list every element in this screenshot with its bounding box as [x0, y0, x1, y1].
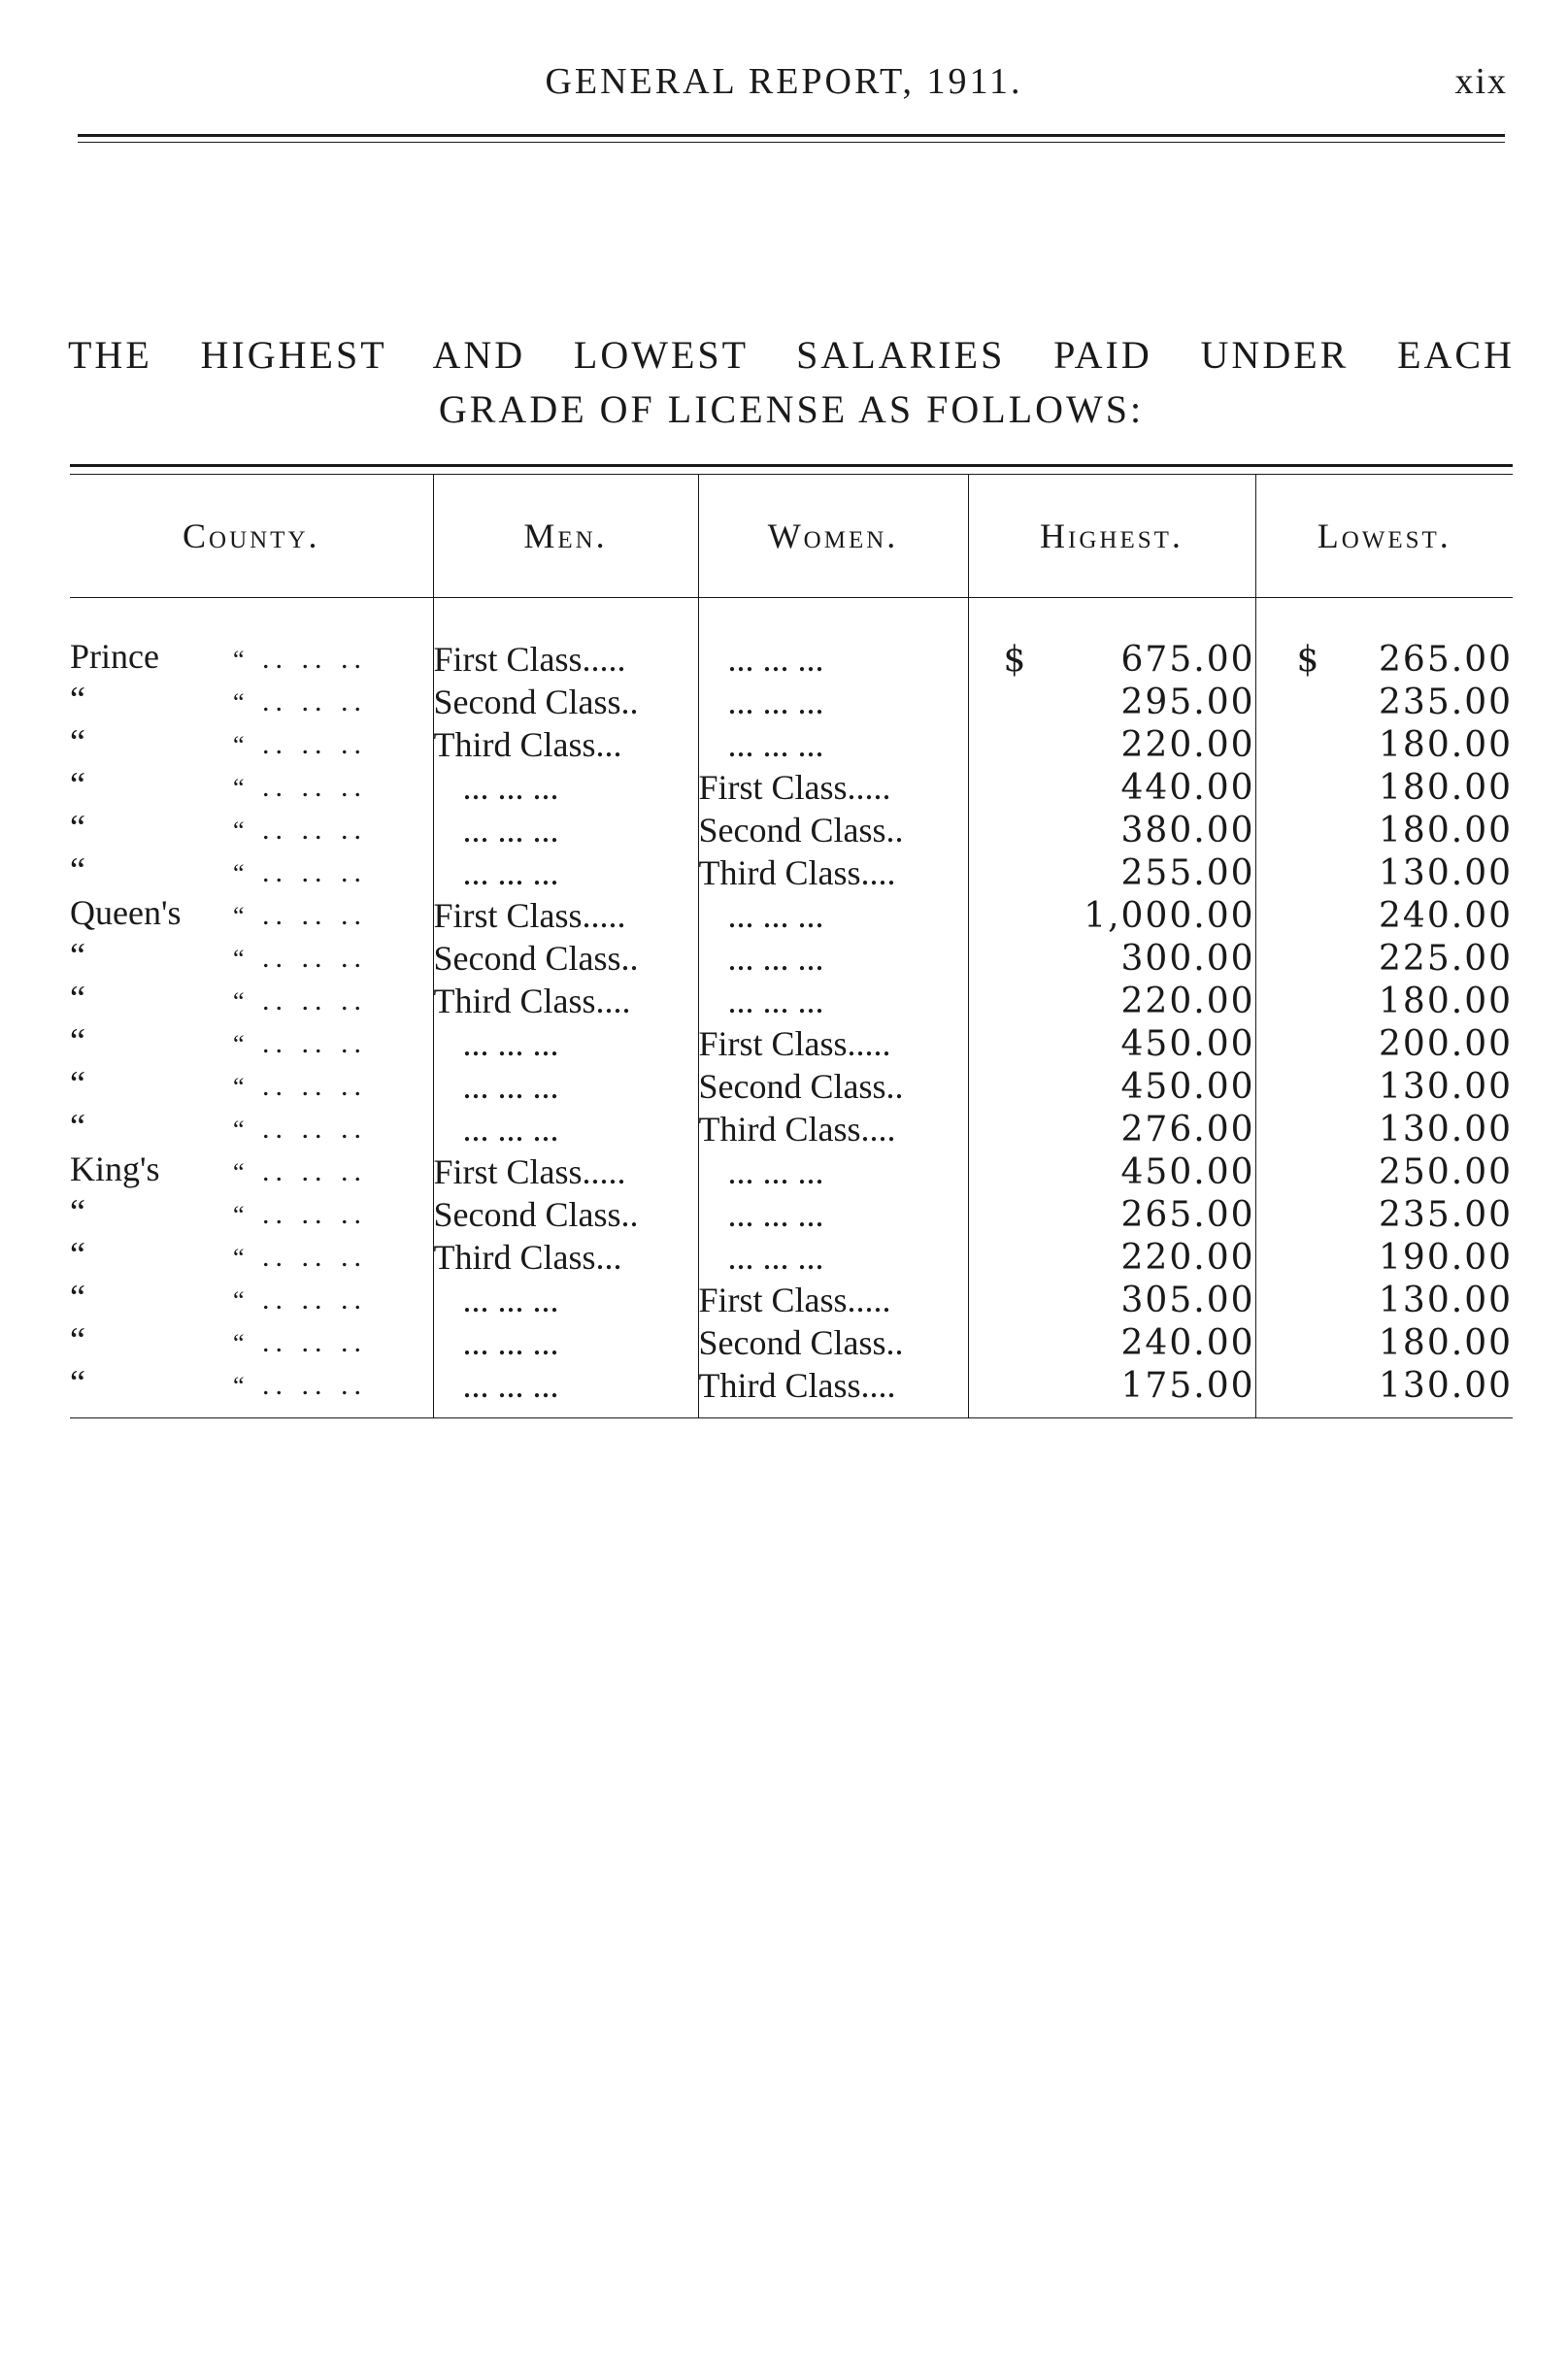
highest-cell	[968, 722, 1255, 765]
dot-leader: .. .. ..	[262, 771, 367, 803]
county-cell	[70, 1320, 433, 1363]
table-heading-line-1: THE HIGHEST AND LOWEST SALARIES PAID UNDER EACH	[68, 333, 1515, 377]
lowest-cell	[1255, 680, 1513, 722]
highest-value: 675.00	[1120, 640, 1255, 680]
table-row	[70, 979, 1513, 1021]
lowest-cell	[1255, 808, 1513, 850]
table-top-rule	[70, 464, 1513, 467]
dot-leader: .. .. ..	[262, 728, 367, 760]
highest-cell	[968, 1235, 1255, 1278]
men-grade: Second Class..	[433, 683, 639, 721]
page-folio: xix	[1454, 61, 1508, 102]
county-name: “	[70, 765, 85, 804]
men-cell	[433, 1021, 698, 1064]
county-name: Queen's	[70, 893, 182, 932]
men-cell	[433, 1278, 698, 1320]
empty-marker: ... ... ...	[462, 1024, 559, 1063]
highest-cell	[968, 1278, 1255, 1320]
lowest-cell	[1255, 936, 1513, 979]
ditto-mark: “	[233, 945, 245, 973]
women-cell	[698, 1064, 968, 1107]
women-cell	[698, 1021, 968, 1064]
highest-cell	[968, 850, 1255, 893]
empty-marker: ... ... ...	[727, 1195, 824, 1234]
county-cell	[70, 765, 433, 808]
men-cell	[433, 979, 698, 1021]
county-cell	[70, 1363, 433, 1418]
ditto-mark: “	[233, 1286, 245, 1315]
running-title: GENERAL REPORT, 1911.	[545, 61, 1023, 102]
empty-marker: ... ... ...	[727, 1152, 824, 1191]
dot-leader: .. .. ..	[262, 1027, 367, 1059]
empty-marker: ... ... ...	[727, 939, 824, 978]
lowest-value: 180.00	[1379, 811, 1513, 850]
column-header-women: Women.	[698, 475, 968, 598]
lowest-cell	[1255, 1107, 1513, 1150]
highest-value: 450.00	[1120, 1152, 1255, 1192]
lowest-value: 130.00	[1379, 1366, 1513, 1406]
men-cell	[433, 722, 698, 765]
county-name: “	[70, 1363, 85, 1402]
men-grade: Third Class...	[433, 725, 622, 764]
dot-leader: .. .. ..	[262, 1369, 367, 1401]
women-cell	[698, 1192, 968, 1235]
lowest-value: 180.00	[1379, 725, 1513, 765]
highest-value: 380.00	[1120, 811, 1255, 850]
women-cell	[698, 722, 968, 765]
women-cell	[698, 936, 968, 979]
dot-leader: .. .. ..	[262, 685, 367, 717]
empty-marker: ... ... ...	[462, 811, 559, 850]
table-row	[70, 808, 1513, 850]
lowest-value: 235.00	[1379, 1195, 1513, 1235]
highest-cell	[968, 979, 1255, 1021]
county-cell	[70, 1021, 433, 1064]
dot-leader: .. .. ..	[262, 1326, 367, 1358]
highest-value: 450.00	[1120, 1024, 1255, 1064]
ditto-mark: “	[233, 902, 245, 930]
table-row	[70, 1320, 1513, 1363]
men-cell	[433, 1150, 698, 1192]
column-header-highest: Highest.	[968, 475, 1255, 598]
women-cell	[698, 1150, 968, 1192]
highest-value: 295.00	[1120, 683, 1255, 722]
county-cell	[70, 1235, 433, 1278]
lowest-value: 235.00	[1379, 683, 1513, 722]
county-cell	[70, 936, 433, 979]
ditto-mark: “	[233, 774, 245, 802]
county-name: “	[70, 1021, 85, 1060]
county-name: Prince	[70, 637, 159, 676]
women-grade: Second Class..	[698, 1323, 904, 1362]
highest-value: 255.00	[1120, 853, 1255, 893]
county-name: “	[70, 979, 85, 1017]
women-cell	[698, 1278, 968, 1320]
women-cell	[698, 765, 968, 808]
table-header-row	[70, 475, 1513, 598]
ditto-mark: “	[233, 731, 245, 759]
lowest-cell	[1255, 1021, 1513, 1064]
men-cell	[433, 1192, 698, 1235]
women-grade: Second Class..	[698, 811, 904, 850]
dot-leader: .. .. ..	[262, 984, 367, 1016]
table-row	[70, 1235, 1513, 1278]
lowest-value: 190.00	[1379, 1238, 1513, 1278]
highest-value: 220.00	[1120, 982, 1255, 1021]
county-name: “	[70, 1320, 85, 1359]
highest-cell	[968, 1064, 1255, 1107]
highest-cell	[968, 1320, 1255, 1363]
ditto-mark: “	[233, 688, 245, 716]
men-cell	[433, 765, 698, 808]
county-cell	[70, 808, 433, 850]
empty-marker: ... ... ...	[462, 768, 559, 807]
table-row	[70, 722, 1513, 765]
empty-marker: ... ... ...	[462, 1366, 559, 1405]
highest-value: 240.00	[1120, 1323, 1255, 1363]
lowest-value: 200.00	[1379, 1024, 1513, 1064]
highest-cell	[968, 1150, 1255, 1192]
ditto-mark: “	[233, 1158, 245, 1186]
dot-leader: .. .. ..	[262, 1070, 367, 1102]
ditto-mark: “	[233, 816, 245, 845]
men-cell	[433, 893, 698, 936]
lowest-cell	[1255, 1363, 1513, 1418]
lowest-cell	[1255, 765, 1513, 808]
lowest-cell	[1255, 1235, 1513, 1278]
county-name: “	[70, 722, 85, 761]
ditto-mark: “	[233, 1116, 245, 1144]
highest-value: 440.00	[1120, 768, 1255, 808]
dot-leader: .. .. ..	[262, 942, 367, 974]
men-cell	[433, 936, 698, 979]
men-cell	[433, 680, 698, 722]
highest-cell	[968, 1363, 1255, 1418]
dot-leader: .. .. ..	[262, 1113, 367, 1145]
men-grade: Third Class...	[433, 1238, 622, 1277]
table-row	[70, 850, 1513, 893]
highest-value: 1,000.00	[1084, 896, 1255, 936]
county-name: “	[70, 1192, 85, 1231]
column-header-county: County.	[70, 475, 433, 598]
men-cell	[433, 1235, 698, 1278]
county-cell	[70, 680, 433, 722]
highest-value: 175.00	[1120, 1366, 1255, 1406]
lowest-value: 130.00	[1379, 1110, 1513, 1150]
table-row	[70, 1150, 1513, 1192]
women-cell	[698, 1320, 968, 1363]
dot-leader: .. .. ..	[262, 1198, 367, 1230]
women-grade: First Class.....	[698, 1281, 891, 1319]
county-cell	[70, 1278, 433, 1320]
ditto-mark: “	[233, 646, 245, 674]
column-header-men: Men.	[433, 475, 698, 598]
header-rule-thin	[78, 142, 1505, 143]
lowest-cell	[1255, 1278, 1513, 1320]
lowest-value: 180.00	[1379, 982, 1513, 1021]
lowest-cell	[1255, 1064, 1513, 1107]
highest-cell	[968, 598, 1255, 681]
men-cell	[433, 1363, 698, 1418]
women-grade: First Class.....	[698, 1024, 891, 1063]
dot-leader: .. .. ..	[262, 1155, 367, 1187]
table-body	[70, 598, 1513, 1418]
women-grade: Third Class....	[698, 1110, 896, 1149]
women-cell	[698, 1107, 968, 1150]
county-name: “	[70, 1235, 85, 1274]
highest-value: 220.00	[1120, 1238, 1255, 1278]
men-grade: Third Class....	[433, 982, 631, 1020]
highest-cell	[968, 680, 1255, 722]
lowest-cell	[1255, 722, 1513, 765]
empty-marker: ... ... ...	[727, 683, 824, 721]
county-cell	[70, 722, 433, 765]
dot-leader: .. .. ..	[262, 856, 367, 888]
women-cell	[698, 680, 968, 722]
lowest-cell	[1255, 850, 1513, 893]
table-row	[70, 680, 1513, 722]
highest-cell	[968, 893, 1255, 936]
ditto-mark: “	[233, 859, 245, 887]
highest-cell	[968, 936, 1255, 979]
highest-cell	[968, 808, 1255, 850]
lowest-cell	[1255, 1150, 1513, 1192]
county-name: “	[70, 850, 85, 889]
table-heading-line-2: GRADE OF LICENSE AS FOLLOWS:	[438, 387, 1145, 431]
empty-marker: ... ... ...	[462, 1110, 559, 1149]
empty-marker: ... ... ...	[462, 1281, 559, 1319]
men-cell	[433, 1064, 698, 1107]
county-name: King's	[70, 1150, 160, 1188]
county-cell	[70, 1064, 433, 1107]
dot-leader: .. .. ..	[262, 899, 367, 931]
women-cell	[698, 598, 968, 681]
highest-cell	[968, 765, 1255, 808]
lowest-cell	[1255, 893, 1513, 936]
men-cell	[433, 1320, 698, 1363]
county-cell	[70, 850, 433, 893]
header-rule	[78, 134, 1505, 137]
dot-leader: .. .. ..	[262, 1241, 367, 1273]
table-row	[70, 1021, 1513, 1064]
empty-marker: ... ... ...	[727, 1238, 824, 1277]
highest-value: 265.00	[1120, 1195, 1255, 1235]
county-name: “	[70, 808, 85, 847]
ditto-mark: “	[233, 1030, 245, 1058]
women-cell	[698, 850, 968, 893]
lowest-cell	[1255, 1320, 1513, 1363]
empty-marker: ... ... ...	[727, 640, 824, 679]
men-cell	[433, 1107, 698, 1150]
highest-cell	[968, 1107, 1255, 1150]
ditto-mark: “	[233, 1329, 245, 1357]
women-cell	[698, 979, 968, 1021]
table-row	[70, 936, 1513, 979]
empty-marker: ... ... ...	[462, 853, 559, 892]
lowest-value: 265.00	[1379, 640, 1513, 680]
highest-cell	[968, 1192, 1255, 1235]
dot-leader: .. .. ..	[262, 1283, 367, 1316]
lowest-value: 180.00	[1379, 768, 1513, 808]
ditto-mark: “	[233, 1201, 245, 1229]
dot-leader: .. .. ..	[262, 814, 367, 846]
women-grade: Second Class..	[698, 1067, 904, 1106]
county-cell	[70, 1192, 433, 1235]
table-row	[70, 1107, 1513, 1150]
highest-value: 450.00	[1120, 1067, 1255, 1107]
table-row	[70, 1278, 1513, 1320]
ditto-mark: “	[233, 1073, 245, 1101]
empty-marker: ... ... ...	[727, 982, 824, 1020]
men-cell	[433, 808, 698, 850]
highest-value: 220.00	[1120, 725, 1255, 765]
empty-marker: ... ... ...	[727, 725, 824, 764]
table-row	[70, 598, 1513, 681]
highest-value: 300.00	[1120, 939, 1255, 979]
lowest-cell	[1255, 1192, 1513, 1235]
county-name: “	[70, 1107, 85, 1146]
men-grade: First Class.....	[433, 896, 626, 935]
women-cell	[698, 1235, 968, 1278]
county-name: “	[70, 680, 85, 718]
currency-symbol: $	[1003, 640, 1028, 680]
women-cell	[698, 808, 968, 850]
empty-marker: ... ... ...	[462, 1323, 559, 1362]
lowest-cell	[1255, 598, 1513, 681]
lowest-value: 225.00	[1379, 939, 1513, 979]
men-grade: First Class.....	[433, 640, 626, 679]
women-cell	[698, 893, 968, 936]
lowest-value: 180.00	[1379, 1323, 1513, 1363]
salaries-table	[70, 474, 1513, 1418]
men-grade: Second Class..	[433, 939, 639, 978]
currency-symbol: $	[1296, 640, 1321, 680]
county-name: “	[70, 936, 85, 975]
men-cell	[433, 598, 698, 681]
men-cell	[433, 850, 698, 893]
county-cell	[70, 893, 433, 936]
lowest-value: 130.00	[1379, 1281, 1513, 1320]
ditto-mark: “	[233, 987, 245, 1016]
lowest-value: 240.00	[1379, 896, 1513, 936]
lowest-value: 130.00	[1379, 853, 1513, 893]
table-row	[70, 1192, 1513, 1235]
county-cell	[70, 1150, 433, 1192]
women-grade: First Class.....	[698, 768, 891, 807]
men-grade: Second Class..	[433, 1195, 639, 1234]
county-cell	[70, 1107, 433, 1150]
running-head	[0, 60, 1568, 109]
county-cell	[70, 598, 433, 681]
table-heading	[68, 328, 1515, 437]
women-cell	[698, 1363, 968, 1418]
table-row	[70, 765, 1513, 808]
county-name: “	[70, 1064, 85, 1103]
table-row	[70, 1064, 1513, 1107]
women-grade: Third Class....	[698, 1366, 896, 1405]
empty-marker: ... ... ...	[727, 896, 824, 935]
county-cell	[70, 979, 433, 1021]
lowest-value: 250.00	[1379, 1152, 1513, 1192]
column-header-lowest: Lowest.	[1255, 475, 1513, 598]
highest-cell	[968, 1021, 1255, 1064]
empty-marker: ... ... ...	[462, 1067, 559, 1106]
dot-leader: .. .. ..	[262, 643, 367, 675]
county-name: “	[70, 1278, 85, 1316]
women-grade: Third Class....	[698, 853, 896, 892]
highest-value: 305.00	[1120, 1281, 1255, 1320]
table-row	[70, 893, 1513, 936]
men-grade: First Class.....	[433, 1152, 626, 1191]
ditto-mark: “	[233, 1372, 245, 1400]
lowest-value: 130.00	[1379, 1067, 1513, 1107]
highest-value: 276.00	[1120, 1110, 1255, 1150]
lowest-cell	[1255, 979, 1513, 1021]
ditto-mark: “	[233, 1244, 245, 1272]
table-row	[70, 1363, 1513, 1418]
